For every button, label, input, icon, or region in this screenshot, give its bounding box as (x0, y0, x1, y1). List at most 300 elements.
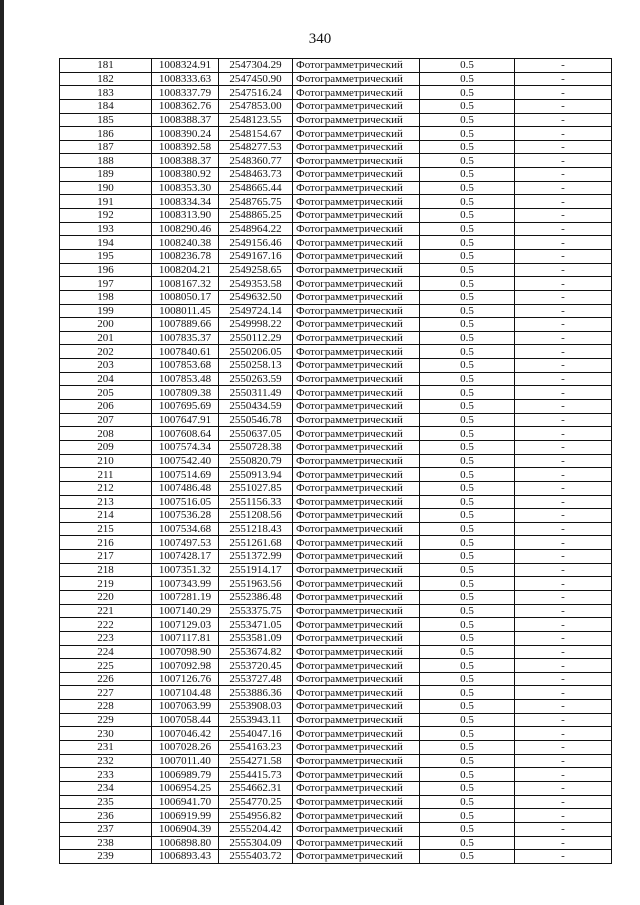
method-cell: Фотограмметрический (293, 481, 420, 495)
x-coordinate-cell: 1006941.70 (152, 795, 219, 809)
point-number-cell: 202 (60, 345, 152, 359)
x-coordinate-cell: 1007058.44 (152, 713, 219, 727)
note-cell: - (515, 618, 612, 632)
y-coordinate-cell: 2548360.77 (219, 154, 293, 168)
point-number-cell: 227 (60, 686, 152, 700)
method-cell: Фотограмметрический (293, 686, 420, 700)
x-coordinate-cell: 1008240.38 (152, 236, 219, 250)
point-number-cell: 213 (60, 495, 152, 509)
method-cell: Фотограмметрический (293, 386, 420, 400)
note-cell: - (515, 563, 612, 577)
y-coordinate-cell: 2550546.78 (219, 413, 293, 427)
point-number-cell: 239 (60, 850, 152, 864)
note-cell: - (515, 277, 612, 291)
method-cell: Фотограмметрический (293, 741, 420, 755)
accuracy-cell: 0.5 (420, 822, 515, 836)
point-number-cell: 195 (60, 249, 152, 263)
point-number-cell: 234 (60, 781, 152, 795)
x-coordinate-cell: 1008380.92 (152, 168, 219, 182)
accuracy-cell: 0.5 (420, 850, 515, 864)
x-coordinate-cell: 1007351.32 (152, 563, 219, 577)
accuracy-cell: 0.5 (420, 468, 515, 482)
accuracy-cell: 0.5 (420, 604, 515, 618)
y-coordinate-cell: 2553720.45 (219, 659, 293, 673)
point-number-cell: 191 (60, 195, 152, 209)
coordinates-table (59, 58, 612, 864)
point-number-cell: 187 (60, 140, 152, 154)
x-coordinate-cell: 1007104.48 (152, 686, 219, 700)
point-number-cell: 186 (60, 127, 152, 141)
table-row (60, 318, 612, 332)
note-cell: - (515, 113, 612, 127)
table-row (60, 509, 612, 523)
point-number-cell: 204 (60, 372, 152, 386)
point-number-cell: 225 (60, 659, 152, 673)
note-cell: - (515, 318, 612, 332)
page-number: 340 (308, 31, 332, 47)
y-coordinate-cell: 2554415.73 (219, 768, 293, 782)
method-cell: Фотограмметрический (293, 850, 420, 864)
note-cell: - (515, 700, 612, 714)
note-cell: - (515, 359, 612, 373)
note-cell: - (515, 781, 612, 795)
table-row (60, 290, 612, 304)
point-number-cell: 220 (60, 590, 152, 604)
x-coordinate-cell: 1007281.19 (152, 590, 219, 604)
table-row (60, 304, 612, 318)
note-cell: - (515, 509, 612, 523)
table-row (60, 345, 612, 359)
method-cell: Фотограмметрический (293, 672, 420, 686)
table-row (60, 550, 612, 564)
table-row (60, 781, 612, 795)
x-coordinate-cell: 1008334.34 (152, 195, 219, 209)
accuracy-cell: 0.5 (420, 686, 515, 700)
table-row (60, 359, 612, 373)
point-number-cell: 237 (60, 822, 152, 836)
method-cell: Фотограмметрический (293, 563, 420, 577)
accuracy-cell: 0.5 (420, 618, 515, 632)
method-cell: Фотограмметрический (293, 304, 420, 318)
note-cell: - (515, 631, 612, 645)
note-cell: - (515, 140, 612, 154)
point-number-cell: 235 (60, 795, 152, 809)
method-cell: Фотограмметрический (293, 536, 420, 550)
accuracy-cell: 0.5 (420, 481, 515, 495)
y-coordinate-cell: 2548123.55 (219, 113, 293, 127)
table-row (60, 400, 612, 414)
x-coordinate-cell: 1007647.91 (152, 413, 219, 427)
method-cell: Фотограмметрический (293, 400, 420, 414)
table-row (60, 99, 612, 113)
accuracy-cell: 0.5 (420, 727, 515, 741)
note-cell: - (515, 209, 612, 223)
method-cell: Фотограмметрический (293, 440, 420, 454)
y-coordinate-cell: 2549258.65 (219, 263, 293, 277)
y-coordinate-cell: 2551963.56 (219, 577, 293, 591)
y-coordinate-cell: 2555304.09 (219, 836, 293, 850)
x-coordinate-cell: 1007889.66 (152, 318, 219, 332)
method-cell: Фотограмметрический (293, 195, 420, 209)
y-coordinate-cell: 2552386.48 (219, 590, 293, 604)
y-coordinate-cell: 2547516.24 (219, 86, 293, 100)
method-cell: Фотограмметрический (293, 659, 420, 673)
table-row (60, 645, 612, 659)
accuracy-cell: 0.5 (420, 713, 515, 727)
accuracy-cell: 0.5 (420, 536, 515, 550)
point-number-cell: 236 (60, 809, 152, 823)
table-row (60, 86, 612, 100)
method-cell: Фотограмметрический (293, 836, 420, 850)
y-coordinate-cell: 2555403.72 (219, 850, 293, 864)
accuracy-cell: 0.5 (420, 809, 515, 823)
table-row (60, 822, 612, 836)
y-coordinate-cell: 2553471.05 (219, 618, 293, 632)
table-row (60, 59, 612, 73)
method-cell: Фотограмметрический (293, 72, 420, 86)
y-coordinate-cell: 2554956.82 (219, 809, 293, 823)
x-coordinate-cell: 1007117.81 (152, 631, 219, 645)
x-coordinate-cell: 1006919.99 (152, 809, 219, 823)
method-cell: Фотограмметрический (293, 604, 420, 618)
table-row (60, 72, 612, 86)
accuracy-cell: 0.5 (420, 99, 515, 113)
note-cell: - (515, 331, 612, 345)
point-number-cell: 193 (60, 222, 152, 236)
accuracy-cell: 0.5 (420, 454, 515, 468)
y-coordinate-cell: 2549167.16 (219, 249, 293, 263)
accuracy-cell: 0.5 (420, 209, 515, 223)
point-number-cell: 206 (60, 400, 152, 414)
method-cell: Фотограмметрический (293, 236, 420, 250)
note-cell: - (515, 672, 612, 686)
x-coordinate-cell: 1007063.99 (152, 700, 219, 714)
table-row (60, 700, 612, 714)
y-coordinate-cell: 2551156.33 (219, 495, 293, 509)
point-number-cell: 196 (60, 263, 152, 277)
method-cell: Фотограмметрический (293, 509, 420, 523)
note-cell: - (515, 522, 612, 536)
point-number-cell: 217 (60, 550, 152, 564)
note-cell: - (515, 727, 612, 741)
note-cell: - (515, 659, 612, 673)
method-cell: Фотограмметрический (293, 277, 420, 291)
table-row (60, 113, 612, 127)
y-coordinate-cell: 2553581.09 (219, 631, 293, 645)
method-cell: Фотограмметрический (293, 140, 420, 154)
accuracy-cell: 0.5 (420, 590, 515, 604)
accuracy-cell: 0.5 (420, 372, 515, 386)
method-cell: Фотограмметрический (293, 822, 420, 836)
accuracy-cell: 0.5 (420, 154, 515, 168)
y-coordinate-cell: 2550206.05 (219, 345, 293, 359)
point-number-cell: 226 (60, 672, 152, 686)
accuracy-cell: 0.5 (420, 768, 515, 782)
method-cell: Фотограмметрический (293, 249, 420, 263)
note-cell: - (515, 536, 612, 550)
note-cell: - (515, 86, 612, 100)
accuracy-cell: 0.5 (420, 495, 515, 509)
method-cell: Фотограмметрический (293, 263, 420, 277)
x-coordinate-cell: 1008392.58 (152, 140, 219, 154)
y-coordinate-cell: 2550263.59 (219, 372, 293, 386)
y-coordinate-cell: 2551218.43 (219, 522, 293, 536)
y-coordinate-cell: 2550311.49 (219, 386, 293, 400)
method-cell: Фотограмметрический (293, 168, 420, 182)
accuracy-cell: 0.5 (420, 781, 515, 795)
x-coordinate-cell: 1006904.39 (152, 822, 219, 836)
x-coordinate-cell: 1006898.80 (152, 836, 219, 850)
y-coordinate-cell: 2547853.00 (219, 99, 293, 113)
table-row (60, 481, 612, 495)
note-cell: - (515, 168, 612, 182)
point-number-cell: 209 (60, 440, 152, 454)
y-coordinate-cell: 2553886.36 (219, 686, 293, 700)
point-number-cell: 231 (60, 741, 152, 755)
accuracy-cell: 0.5 (420, 795, 515, 809)
method-cell: Фотограмметрический (293, 86, 420, 100)
point-number-cell: 229 (60, 713, 152, 727)
table-row (60, 686, 612, 700)
y-coordinate-cell: 2548964.22 (219, 222, 293, 236)
accuracy-cell: 0.5 (420, 318, 515, 332)
table-row (60, 536, 612, 550)
table-row (60, 181, 612, 195)
x-coordinate-cell: 1007126.76 (152, 672, 219, 686)
point-number-cell: 203 (60, 359, 152, 373)
x-coordinate-cell: 1008333.63 (152, 72, 219, 86)
point-number-cell: 205 (60, 386, 152, 400)
y-coordinate-cell: 2553674.82 (219, 645, 293, 659)
table-row (60, 331, 612, 345)
table-row (60, 563, 612, 577)
x-coordinate-cell: 1008388.37 (152, 113, 219, 127)
note-cell: - (515, 454, 612, 468)
x-coordinate-cell: 1007428.17 (152, 550, 219, 564)
table-row (60, 236, 612, 250)
method-cell: Фотограмметрический (293, 522, 420, 536)
accuracy-cell: 0.5 (420, 522, 515, 536)
method-cell: Фотограмметрический (293, 290, 420, 304)
note-cell: - (515, 590, 612, 604)
method-cell: Фотограмметрический (293, 454, 420, 468)
table-row (60, 372, 612, 386)
x-coordinate-cell: 1006989.79 (152, 768, 219, 782)
method-cell: Фотограмметрический (293, 154, 420, 168)
y-coordinate-cell: 2554271.58 (219, 754, 293, 768)
x-coordinate-cell: 1007140.29 (152, 604, 219, 618)
x-coordinate-cell: 1008204.21 (152, 263, 219, 277)
table-row (60, 618, 612, 632)
x-coordinate-cell: 1006954.25 (152, 781, 219, 795)
point-number-cell: 232 (60, 754, 152, 768)
table-row (60, 768, 612, 782)
point-number-cell: 224 (60, 645, 152, 659)
y-coordinate-cell: 2548154.67 (219, 127, 293, 141)
x-coordinate-cell: 1007853.48 (152, 372, 219, 386)
y-coordinate-cell: 2549632.50 (219, 290, 293, 304)
accuracy-cell: 0.5 (420, 550, 515, 564)
method-cell: Фотограмметрический (293, 113, 420, 127)
point-number-cell: 215 (60, 522, 152, 536)
table-row (60, 604, 612, 618)
table-row (60, 154, 612, 168)
x-coordinate-cell: 1007011.40 (152, 754, 219, 768)
y-coordinate-cell: 2550820.79 (219, 454, 293, 468)
y-coordinate-cell: 2548665.44 (219, 181, 293, 195)
method-cell: Фотограмметрический (293, 318, 420, 332)
point-number-cell: 230 (60, 727, 152, 741)
table-row (60, 809, 612, 823)
point-number-cell: 228 (60, 700, 152, 714)
table-row (60, 522, 612, 536)
y-coordinate-cell: 2553375.75 (219, 604, 293, 618)
coordinates-table-body (60, 59, 612, 864)
point-number-cell: 233 (60, 768, 152, 782)
note-cell: - (515, 550, 612, 564)
x-coordinate-cell: 1007486.48 (152, 481, 219, 495)
note-cell: - (515, 495, 612, 509)
table-row (60, 209, 612, 223)
x-coordinate-cell: 1007542.40 (152, 454, 219, 468)
note-cell: - (515, 400, 612, 414)
note-cell: - (515, 822, 612, 836)
point-number-cell: 214 (60, 509, 152, 523)
x-coordinate-cell: 1008388.37 (152, 154, 219, 168)
note-cell: - (515, 754, 612, 768)
method-cell: Фотограмметрический (293, 700, 420, 714)
note-cell: - (515, 713, 612, 727)
accuracy-cell: 0.5 (420, 577, 515, 591)
note-cell: - (515, 686, 612, 700)
y-coordinate-cell: 2551261.68 (219, 536, 293, 550)
point-number-cell: 223 (60, 631, 152, 645)
y-coordinate-cell: 2550434.59 (219, 400, 293, 414)
method-cell: Фотограмметрический (293, 331, 420, 345)
accuracy-cell: 0.5 (420, 836, 515, 850)
x-coordinate-cell: 1008011.45 (152, 304, 219, 318)
x-coordinate-cell: 1007695.69 (152, 400, 219, 414)
method-cell: Фотограмметрический (293, 768, 420, 782)
x-coordinate-cell: 1008353.30 (152, 181, 219, 195)
note-cell: - (515, 181, 612, 195)
note-cell: - (515, 59, 612, 73)
accuracy-cell: 0.5 (420, 290, 515, 304)
method-cell: Фотограмметрический (293, 590, 420, 604)
y-coordinate-cell: 2553727.48 (219, 672, 293, 686)
table-row (60, 413, 612, 427)
table-row (60, 590, 612, 604)
note-cell: - (515, 304, 612, 318)
accuracy-cell: 0.5 (420, 659, 515, 673)
point-number-cell: 181 (60, 59, 152, 73)
scan-edge-bar (0, 0, 4, 905)
accuracy-cell: 0.5 (420, 700, 515, 714)
method-cell: Фотограмметрический (293, 181, 420, 195)
x-coordinate-cell: 1007098.90 (152, 645, 219, 659)
note-cell: - (515, 290, 612, 304)
accuracy-cell: 0.5 (420, 359, 515, 373)
point-number-cell: 185 (60, 113, 152, 127)
x-coordinate-cell: 1008050.17 (152, 290, 219, 304)
point-number-cell: 197 (60, 277, 152, 291)
point-number-cell: 190 (60, 181, 152, 195)
note-cell: - (515, 468, 612, 482)
accuracy-cell: 0.5 (420, 168, 515, 182)
point-number-cell: 238 (60, 836, 152, 850)
accuracy-cell: 0.5 (420, 263, 515, 277)
accuracy-cell: 0.5 (420, 427, 515, 441)
y-coordinate-cell: 2553908.03 (219, 700, 293, 714)
point-number-cell: 211 (60, 468, 152, 482)
table-row (60, 741, 612, 755)
table-row (60, 468, 612, 482)
table-row (60, 140, 612, 154)
point-number-cell: 219 (60, 577, 152, 591)
table-row (60, 427, 612, 441)
accuracy-cell: 0.5 (420, 440, 515, 454)
table-row (60, 659, 612, 673)
accuracy-cell: 0.5 (420, 754, 515, 768)
y-coordinate-cell: 2550637.05 (219, 427, 293, 441)
table-row (60, 249, 612, 263)
method-cell: Фотограмметрический (293, 359, 420, 373)
accuracy-cell: 0.5 (420, 195, 515, 209)
method-cell: Фотограмметрический (293, 550, 420, 564)
table-row (60, 850, 612, 864)
method-cell: Фотограмметрический (293, 577, 420, 591)
y-coordinate-cell: 2553943.11 (219, 713, 293, 727)
point-number-cell: 184 (60, 99, 152, 113)
x-coordinate-cell: 1008362.76 (152, 99, 219, 113)
y-coordinate-cell: 2550258.13 (219, 359, 293, 373)
y-coordinate-cell: 2550913.94 (219, 468, 293, 482)
x-coordinate-cell: 1007534.68 (152, 522, 219, 536)
method-cell: Фотограмметрический (293, 727, 420, 741)
y-coordinate-cell: 2555204.42 (219, 822, 293, 836)
x-coordinate-cell: 1007574.34 (152, 440, 219, 454)
method-cell: Фотограмметрический (293, 209, 420, 223)
note-cell: - (515, 604, 612, 618)
method-cell: Фотограмметрический (293, 222, 420, 236)
table-row (60, 440, 612, 454)
y-coordinate-cell: 2554662.31 (219, 781, 293, 795)
point-number-cell: 199 (60, 304, 152, 318)
x-coordinate-cell: 1007835.37 (152, 331, 219, 345)
table-row (60, 727, 612, 741)
note-cell: - (515, 741, 612, 755)
x-coordinate-cell: 1007046.42 (152, 727, 219, 741)
point-number-cell: 183 (60, 86, 152, 100)
x-coordinate-cell: 1007343.99 (152, 577, 219, 591)
note-cell: - (515, 72, 612, 86)
method-cell: Фотограмметрический (293, 495, 420, 509)
note-cell: - (515, 768, 612, 782)
y-coordinate-cell: 2548463.73 (219, 168, 293, 182)
note-cell: - (515, 413, 612, 427)
method-cell: Фотограмметрический (293, 631, 420, 645)
method-cell: Фотограмметрический (293, 372, 420, 386)
x-coordinate-cell: 1008290.46 (152, 222, 219, 236)
table-row (60, 454, 612, 468)
note-cell: - (515, 154, 612, 168)
note-cell: - (515, 795, 612, 809)
method-cell: Фотограмметрический (293, 427, 420, 441)
point-number-cell: 192 (60, 209, 152, 223)
y-coordinate-cell: 2549998.22 (219, 318, 293, 332)
x-coordinate-cell: 1007129.03 (152, 618, 219, 632)
x-coordinate-cell: 1007536.28 (152, 509, 219, 523)
